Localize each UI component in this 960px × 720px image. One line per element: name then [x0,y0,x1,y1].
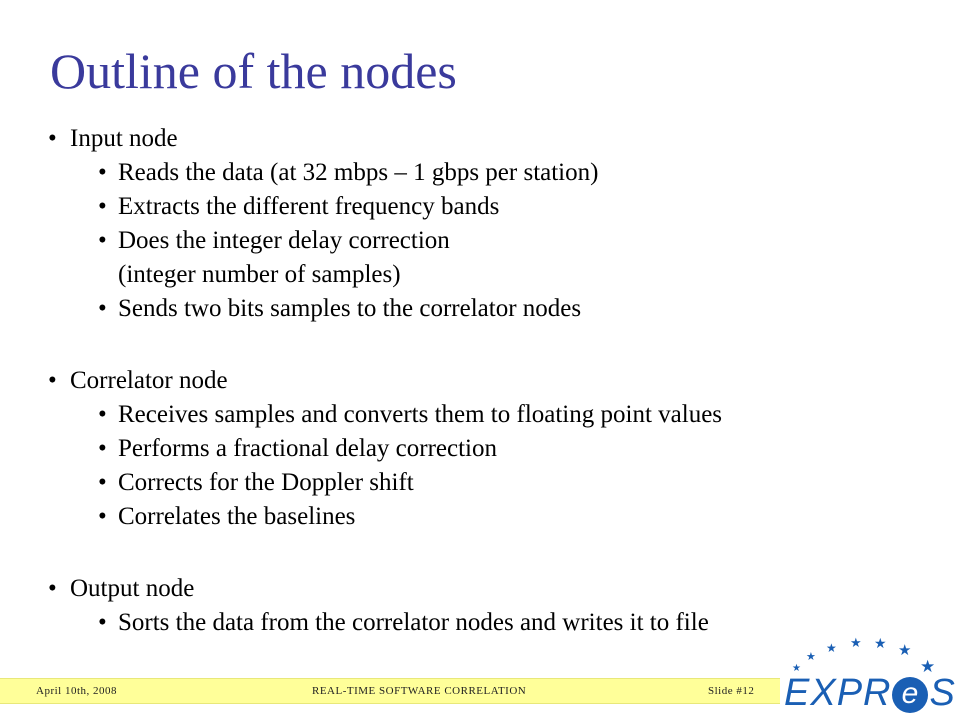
section-heading: • Input node [48,122,948,156]
list-item-line: Does the integer delay correction [118,227,450,254]
expres-logo [770,630,956,716]
list-item: • Performs a fractional delay correction [48,432,948,466]
logo-text-post: S [929,672,956,714]
star-icon: ★ [792,663,801,674]
star-icon: ★ [874,637,887,652]
list-item: • Receives samples and converts them to floating point values [48,398,948,432]
list-item: • Correlates the baselines [48,500,948,534]
list-item: • Reads the data (at 32 mbps – 1 gbps per station) [48,156,948,190]
star-icon: ★ [920,657,936,676]
list-item: • Sends two bits samples to the correlator nodes [48,292,948,326]
section-heading: • Correlator node [48,364,948,398]
star-icon: ★ [898,643,912,659]
logo-wordmark [784,672,956,715]
footer-slide-number: Slide #12 [708,685,755,697]
section-correlator-node [48,364,948,534]
star-icon: ★ [826,641,837,655]
list-item: • Extracts the different frequency bands [48,190,948,224]
section-input-node [48,122,948,326]
footer-title: REAL-TIME SOFTWARE CORRELATION [312,685,527,697]
star-icon: ★ [806,651,816,663]
slide-title: Outline of the nodes [50,43,457,99]
footer-date: April 10th, 2008 [36,685,118,697]
logo-circle-letter: e [892,677,928,713]
list-item: • Sorts the data from the correlator nodes and writes it to file [48,606,948,640]
logo-text-pre: EXPR [784,672,892,714]
slide-content [48,122,948,640]
slide-footer [0,678,780,704]
list-item-line-continuation: (integer number of samples) [118,261,401,288]
section-heading: • Output node [48,572,948,606]
list-item: • Corrects for the Doppler shift [48,466,948,500]
star-icon: ★ [850,635,862,650]
list-item [48,224,948,292]
